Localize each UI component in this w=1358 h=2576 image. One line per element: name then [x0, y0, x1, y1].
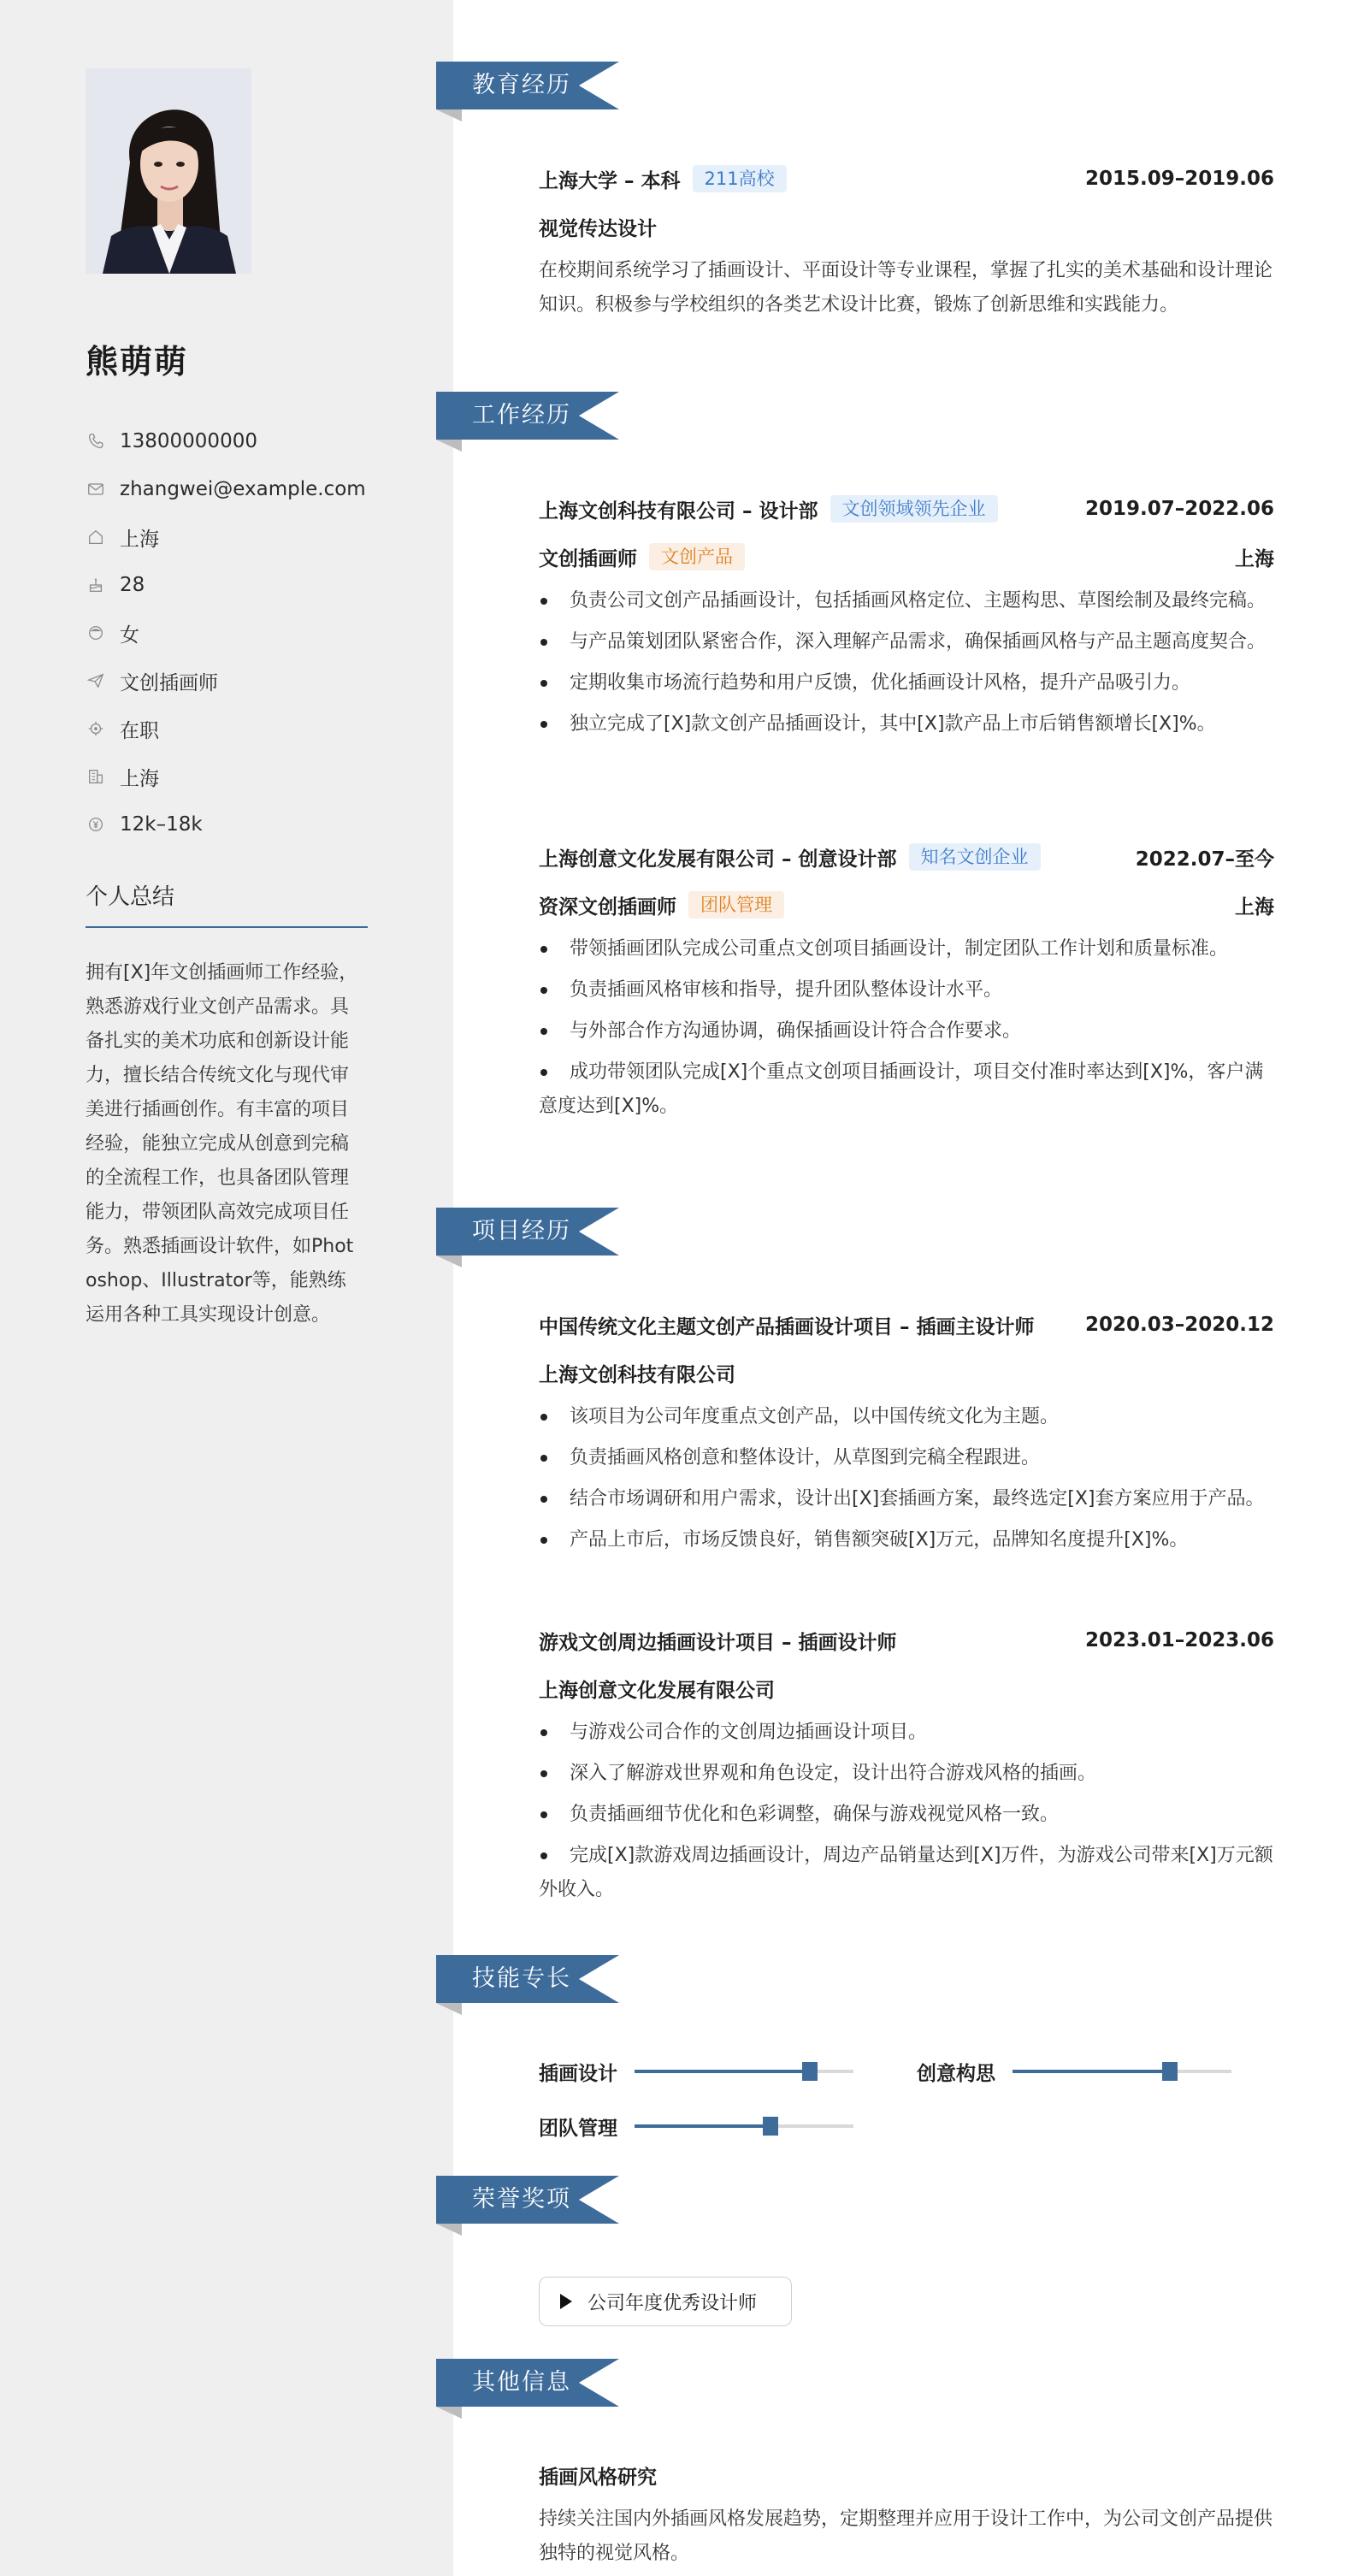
- section-title-honors: 荣誉奖项: [436, 2176, 619, 2224]
- info-location: [86, 513, 376, 561]
- skill-label: 团队管理: [539, 2117, 617, 2140]
- info-email-text: zhangwei@example.com: [120, 478, 366, 500]
- info-phone-text: 13800000000: [120, 430, 257, 452]
- section-title-skills: 技能专长: [436, 1955, 619, 2003]
- sidebar: [0, 0, 453, 2576]
- project-1-name: 中国传统文化主题文创产品插画设计项目 – 插画主设计师: [539, 1315, 1035, 1338]
- portrait-image: [86, 68, 251, 274]
- list-item: 独立完成了[X]款文创产品插画设计，其中[X]款产品上市后销售额增长[X]%。: [539, 707, 1274, 741]
- info-status-text: 在职: [120, 719, 159, 742]
- work-2-company: 上海创意文化发展有限公司 – 创意设计部: [539, 848, 897, 871]
- list-item: 深入了解游戏世界观和角色设定，设计出符合游戏风格的插画。: [539, 1757, 1274, 1791]
- work-2-date: 2022.07–至今: [1135, 848, 1274, 871]
- section-title-projects: 项目经历: [436, 1208, 619, 1256]
- project-2-name: 游戏文创周边插画设计项目 – 插画设计师: [539, 1631, 897, 1654]
- education-major: 视觉传达设计: [539, 217, 657, 240]
- info-target-city-text: 上海: [120, 767, 159, 790]
- main-content: [453, 0, 1358, 2576]
- education-school: 上海大学 – 本科: [539, 169, 681, 192]
- info-location-text: 上海: [120, 528, 159, 551]
- play-icon: [560, 2294, 572, 2309]
- section-title-work: 工作经历: [436, 392, 619, 440]
- list-item: 完成[X]款游戏周边插画设计，周边产品销量达到[X]万件，为游戏公司带来[X]万元额外收入。: [539, 1839, 1274, 1907]
- info-email: [86, 465, 376, 513]
- list-item: 产品上市后，市场反馈良好，销售额突破[X]万元，品牌知名度提升[X]%。: [539, 1523, 1274, 1557]
- project-entry-1: [539, 1308, 1274, 1564]
- profile-photo: [86, 68, 251, 274]
- work-1-company-tag: 文创领域领先企业: [830, 495, 998, 523]
- info-target-city: [86, 753, 376, 801]
- project-1-date: 2020.03–2020.12: [1084, 1314, 1274, 1336]
- summary-text: 拥有[X]年文创插画师工作经验，熟悉游戏行业文创产品需求。具备扎实的美术功底和创新设计能力，擅长结合传统文化与现代审美进行插画创作。有丰富的项目经验，能独立完成从创意到完稿的全流程工作，也具备团队管理能力，带领团队高效完成项目任务。熟悉插画设计软件，如Photoshop、Illustrator等，能熟练运用各种工具实现设计创意。: [86, 962, 358, 1326]
- list-item: 该项目为公司年度重点文创产品，以中国传统文化为主题。: [539, 1400, 1274, 1434]
- status-icon: [86, 718, 106, 739]
- info-age-text: 28: [120, 574, 145, 596]
- award-text: 公司年度优秀设计师: [587, 2292, 758, 2314]
- info-gender-text: 女: [120, 623, 139, 647]
- work-entry-2: [539, 840, 1274, 1131]
- work-1-company: 上海文创科技有限公司 – 设计部: [539, 499, 818, 523]
- info-phone: [86, 417, 376, 465]
- skill-bar: [1013, 2070, 1231, 2073]
- list-item: 负责插画风格审核和指导，提升团队整体设计水平。: [539, 973, 1274, 1007]
- cake-icon: [86, 575, 106, 595]
- education-date: 2015.09–2019.06: [1084, 168, 1274, 190]
- skill-bar: [635, 2070, 853, 2073]
- phone-icon: [86, 431, 106, 452]
- gender-icon: [86, 623, 106, 643]
- skill-bar: [635, 2124, 853, 2128]
- project-2-date: 2023.01–2023.06: [1084, 1629, 1274, 1651]
- work-2-title: 资深文创插画师: [539, 895, 676, 919]
- project-1-bullets: [539, 1400, 1274, 1557]
- salary-icon: [86, 814, 106, 835]
- info-position-text: 文创插画师: [120, 671, 218, 694]
- education-desc: 在校期间系统学习了插画设计、平面设计等专业课程，掌握了扎实的美术基础和设计理论知识。积极参与学校组织的各类艺术设计比赛，锻炼了创新思维和实践能力。: [539, 260, 1273, 316]
- list-item: 与外部合作方沟通协调，确保插画设计符合合作要求。: [539, 1014, 1274, 1049]
- home-icon: [86, 527, 106, 547]
- building-icon: [86, 766, 106, 787]
- list-item: 成功带领团队完成[X]个重点文创项目插画设计，项目交付准时率达到[X]%，客户满意度达到[X]%。: [539, 1055, 1274, 1124]
- info-salary: [86, 801, 376, 848]
- work-2-title-tag: 团队管理: [688, 891, 784, 919]
- skill-item: [539, 2109, 853, 2143]
- other-title: 插画风格研究: [539, 2466, 657, 2489]
- info-age: [86, 561, 376, 609]
- work-entry-1: [539, 492, 1274, 748]
- work-1-title-tag: 文创产品: [649, 543, 745, 570]
- other-desc: 持续关注国内外插画风格发展趋势，定期整理并应用于设计工作中，为公司文创产品提供独特的视觉风格。: [539, 2508, 1273, 2564]
- contact-info-list: [86, 417, 376, 848]
- work-1-city: 上海: [1235, 547, 1274, 570]
- education-tag: 211高校: [693, 165, 787, 192]
- other-entry: [539, 2458, 1274, 2571]
- project-2-company: 上海创意文化发展有限公司: [539, 1679, 775, 1702]
- list-item: 与游戏公司合作的文创周边插画设计项目。: [539, 1716, 1274, 1750]
- section-title-education: 教育经历: [436, 62, 619, 109]
- send-icon: [86, 671, 106, 691]
- skill-label: 插画设计: [539, 2062, 617, 2085]
- award-item: [539, 2277, 792, 2326]
- candidate-name: 熊萌萌: [86, 343, 189, 381]
- section-title-other: 其他信息: [436, 2359, 619, 2407]
- project-entry-2: [539, 1623, 1274, 1914]
- project-2-bullets: [539, 1716, 1274, 1907]
- education-entry: [539, 162, 1274, 322]
- info-position: [86, 657, 376, 705]
- project-1-company: 上海文创科技有限公司: [539, 1363, 735, 1386]
- info-status: [86, 705, 376, 753]
- list-item: 带领插画团队完成公司重点文创项目插画设计，制定团队工作计划和质量标准。: [539, 932, 1274, 966]
- list-item: 负责插画细节优化和色彩调整，确保与游戏视觉风格一致。: [539, 1798, 1274, 1832]
- skill-item: [539, 2054, 853, 2089]
- work-1-date: 2019.07–2022.06: [1084, 498, 1274, 520]
- skill-label: 创意构思: [917, 2062, 995, 2085]
- info-salary-text: 12k–18k: [120, 813, 203, 836]
- mail-icon: [86, 479, 106, 499]
- work-2-city: 上海: [1235, 895, 1274, 919]
- list-item: 结合市场调研和用户需求，设计出[X]套插画方案，最终选定[X]套方案应用于产品。: [539, 1482, 1274, 1516]
- work-1-bullets: [539, 584, 1274, 741]
- list-item: 与产品策划团队紧密合作，深入理解产品需求，确保插画风格与产品主题高度契合。: [539, 625, 1274, 659]
- list-item: 定期收集市场流行趋势和用户反馈，优化插画设计风格，提升产品吸引力。: [539, 666, 1274, 700]
- skill-item: [917, 2054, 1231, 2089]
- work-1-title: 文创插画师: [539, 547, 637, 570]
- summary-title: 个人总结: [86, 879, 368, 928]
- work-2-bullets: [539, 932, 1274, 1124]
- list-item: 负责公司文创产品插画设计，包括插画风格定位、主题构思、草图绘制及最终完稿。: [539, 584, 1274, 618]
- info-gender: [86, 609, 376, 657]
- list-item: 负责插画风格创意和整体设计，从草图到完稿全程跟进。: [539, 1441, 1274, 1475]
- work-2-company-tag: 知名文创企业: [909, 843, 1041, 871]
